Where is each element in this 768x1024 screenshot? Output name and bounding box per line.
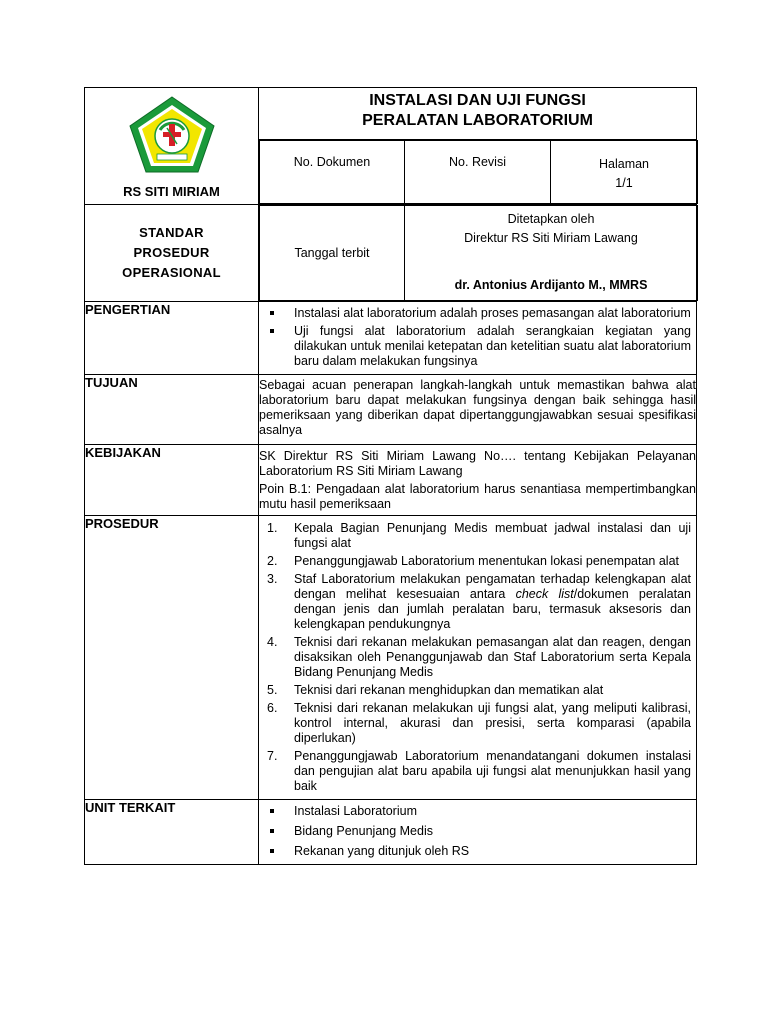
unit-terkait-item: Instalasi Laboratorium	[267, 804, 691, 819]
prosedur-step: 5. Teknisi dari rekanan menghidupkan dan mematikan alat	[267, 683, 604, 697]
pengertian-item: Uji fungsi alat laboratorium adalah serangkaian kegiatan yang dilakukan untuk menilai ketepatan dan ketelitian suatu alat laboratorium baru dalam melakukan fungsinya	[267, 324, 691, 369]
hospital-logo-cell	[85, 88, 259, 205]
tujuan-label: TUJUAN	[85, 375, 259, 445]
ditetapkan-line1: Ditetapkan oleh	[507, 212, 595, 226]
prosedur-step: 3. Staf Laboratorium melakukan pengamatan terhadap kelengkapan alat dengan melihat kesesuaian antara check list/dokumen peralatan dengan jenis dan jumlah peralatan baru, termasuk aksesoris dan kelengkapan pendukungnya	[267, 572, 691, 631]
prosedur-step: 6. Teknisi dari rekanan melakukan uji fungsi alat, yang meliputi kalibrasi, kontrol internal, akurasi dan presisi, serta komparasi (apabila diperlukan)	[267, 701, 691, 745]
kebijakan-para2: Poin B.1: Pengadaan alat laboratorium harus senantiasa mempertimbangkan mutu hasil pemeriksaan	[259, 482, 696, 511]
sop-label-line2: PROSEDUR	[133, 245, 210, 260]
title-block	[259, 88, 696, 140]
sop-label-cell	[85, 205, 259, 302]
pengertian-item: Instalasi alat laboratorium adalah proses pemasangan alat laboratorium	[267, 306, 691, 321]
signatory-name: dr. Antonius Ardijanto M., MMRS	[454, 278, 648, 292]
sop-table	[84, 87, 697, 865]
doc-info-row	[259, 140, 698, 204]
tujuan-text: Sebagai acuan penerapan langkah-langkah untuk memastikan bahwa alat laboratorium baru dapat melakukan fungsinya dengan baik sehingga hasil pemeriksaan yang diberikan dapat dipertanggungjawabkan sesuai spesifikasi asalnya	[259, 378, 696, 437]
pengertian-content	[259, 302, 697, 375]
issue-approval-cell	[259, 205, 697, 302]
prosedur-step: 7. Penanggungjawab Laboratorium menandatangani dokumen instalasi dan pengujian alat baru apabila uji fungsi alat menunjukkan hasil yang baik	[267, 749, 691, 793]
halaman-cell	[551, 141, 698, 204]
unit-terkait-item: Rekanan yang ditunjuk oleh RS	[267, 844, 691, 859]
hospital-name: RS SITI MIRIAM	[123, 184, 220, 199]
prosedur-step: 4. Teknisi dari rekanan melakukan pemasangan alat dan reagen, dengan disaksikan oleh Penanggunjawab dan Staf Laboratorium serta Kepala Bidang Penunjang Medis	[267, 635, 691, 679]
prosedur-step: 2. Penanggungjawab Laboratorium menentukan lokasi penempatan alat	[267, 554, 679, 568]
prosedur-content	[259, 516, 697, 800]
ditetapkan-line2: Direktur RS Siti Miriam Lawang	[464, 231, 638, 245]
unit-terkait-item: Bidang Penunjang Medis	[267, 824, 691, 839]
title-and-docinfo-cell	[259, 88, 697, 205]
tanggal-terbit-label: Tanggal terbit	[260, 206, 405, 301]
no-revisi-label: No. Revisi	[405, 141, 551, 204]
halaman-label: Halaman	[598, 157, 650, 171]
sop-label-line1: STANDAR	[139, 225, 204, 240]
unit-terkait-content	[259, 800, 697, 865]
sop-label-line3: OPERASIONAL	[122, 265, 221, 280]
prosedur-step: 1. Kepala Bagian Penunjang Medis membuat jadwal instalasi dan uji fungsi alat	[267, 521, 691, 550]
sop-document	[84, 87, 696, 865]
no-dokumen-label: No. Dokumen	[260, 141, 405, 204]
doc-title-line2: PERALATAN LABORATORIUM	[362, 112, 593, 129]
hospital-logo	[127, 94, 217, 174]
tujuan-content	[259, 375, 697, 445]
unit-terkait-label: UNIT TERKAIT	[85, 800, 259, 865]
halaman-value: 1/1	[615, 176, 633, 190]
kebijakan-label: KEBIJAKAN	[85, 445, 259, 516]
prosedur-label: PROSEDUR	[85, 516, 259, 800]
kebijakan-para1: SK Direktur RS Siti Miriam Lawang No…. tentang Kebijakan Pelayanan Laboratorium RS Siti Miriam Lawang	[259, 449, 696, 478]
pengertian-label: PENGERTIAN	[85, 302, 259, 375]
doc-title-line1: INSTALASI DAN UJI FUNGSI	[369, 92, 586, 109]
approval-block	[405, 206, 698, 301]
kebijakan-content	[259, 445, 697, 516]
